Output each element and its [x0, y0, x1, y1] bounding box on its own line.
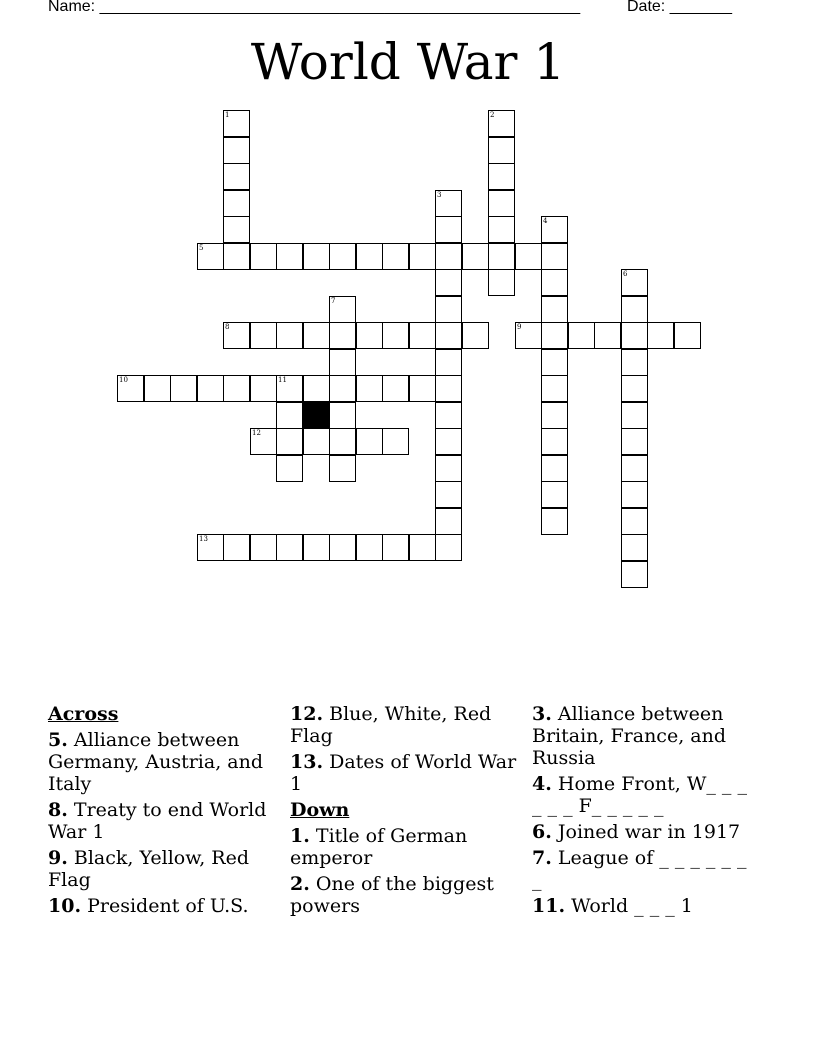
grid-cell[interactable]	[329, 402, 356, 429]
clue-text: Alliance between Britain, France, and Russia	[532, 703, 726, 769]
grid-cell[interactable]	[435, 243, 462, 270]
grid-cell[interactable]	[276, 243, 303, 270]
clue-number: 2.	[290, 873, 310, 895]
grid-cell[interactable]	[488, 110, 515, 137]
clue-text: Joined war in 1917	[557, 821, 741, 843]
grid-cell[interactable]	[117, 375, 144, 402]
grid-cell[interactable]	[250, 534, 277, 561]
grid-cell[interactable]	[435, 190, 462, 217]
clue-down-6	[532, 821, 752, 843]
grid-cell[interactable]	[197, 243, 224, 270]
grid-cell[interactable]	[223, 137, 250, 164]
grid-cell[interactable]	[329, 296, 356, 323]
grid-cell[interactable]	[356, 428, 383, 455]
grid-cell[interactable]	[435, 216, 462, 243]
grid-cell[interactable]	[515, 243, 542, 270]
clue-down-11	[532, 895, 752, 917]
grid-cell[interactable]	[621, 455, 648, 482]
clue-down-3	[532, 703, 752, 769]
grid-cell[interactable]	[329, 534, 356, 561]
grid-cell[interactable]	[488, 216, 515, 243]
cell-number: 13	[199, 535, 208, 543]
grid-cell[interactable]	[541, 508, 568, 535]
grid-cell[interactable]	[435, 428, 462, 455]
grid-cell[interactable]	[488, 163, 515, 190]
clue-down-1	[290, 825, 522, 869]
grid-cell[interactable]	[621, 561, 648, 588]
grid-cell[interactable]	[382, 243, 409, 270]
grid-cell[interactable]	[223, 163, 250, 190]
grid-cell[interactable]	[329, 349, 356, 376]
grid-cell[interactable]	[303, 243, 330, 270]
clue-number: 12.	[290, 703, 324, 725]
grid-cell[interactable]	[276, 375, 303, 402]
clue-number: 8.	[48, 799, 68, 821]
grid-cell[interactable]	[382, 428, 409, 455]
name-field[interactable]: Name: ______________________________________________________	[48, 0, 581, 15]
grid-cell[interactable]	[329, 243, 356, 270]
date-field[interactable]: Date: _______	[627, 0, 732, 15]
grid-cell[interactable]	[250, 243, 277, 270]
cell-number: 2	[490, 111, 495, 119]
clue-number: 11.	[532, 895, 566, 917]
grid-cell[interactable]	[276, 455, 303, 482]
grid-cell[interactable]	[435, 322, 462, 349]
grid-cell[interactable]	[356, 322, 383, 349]
grid-cell[interactable]	[409, 243, 436, 270]
clue-number: 4.	[532, 773, 552, 795]
clue-across-13	[290, 751, 522, 795]
grid-cell[interactable]	[568, 322, 595, 349]
clue-text: Dates of World War 1	[290, 751, 517, 795]
grid-cell[interactable]	[197, 534, 224, 561]
grid-cell[interactable]	[409, 534, 436, 561]
grid-cell[interactable]	[435, 455, 462, 482]
cell-number: 8	[225, 323, 230, 331]
grid-cell[interactable]	[621, 402, 648, 429]
grid-cell[interactable]	[356, 243, 383, 270]
black-square	[303, 402, 330, 429]
cell-number: 3	[437, 191, 442, 199]
grid-cell[interactable]	[223, 375, 250, 402]
grid-cell[interactable]	[647, 322, 674, 349]
grid-cell[interactable]	[541, 375, 568, 402]
cell-number: 10	[119, 376, 128, 384]
cell-number: 12	[252, 429, 261, 437]
grid-cell[interactable]	[250, 322, 277, 349]
clue-text: League of _ _ _ _ _ _ _	[532, 847, 747, 891]
grid-cell[interactable]	[382, 322, 409, 349]
grid-cell[interactable]	[621, 322, 648, 349]
clues-column-3	[532, 703, 752, 921]
grid-cell[interactable]	[435, 402, 462, 429]
grid-cell[interactable]	[409, 322, 436, 349]
cell-number: 4	[543, 217, 548, 225]
grid-cell[interactable]	[223, 322, 250, 349]
across-heading: Across	[48, 703, 119, 725]
cell-number: 11	[278, 376, 287, 384]
clue-across-12	[290, 703, 522, 747]
grid-cell[interactable]	[541, 481, 568, 508]
grid-cell[interactable]	[276, 428, 303, 455]
clue-number: 10.	[48, 895, 82, 917]
grid-cell[interactable]	[594, 322, 621, 349]
grid-cell[interactable]	[488, 269, 515, 296]
grid-cell[interactable]	[621, 375, 648, 402]
grid-cell[interactable]	[435, 375, 462, 402]
clue-text: World _ _ _ 1	[571, 895, 693, 917]
grid-cell[interactable]	[435, 269, 462, 296]
grid-cell[interactable]	[382, 375, 409, 402]
clue-number: 5.	[48, 729, 68, 751]
grid-cell[interactable]	[435, 296, 462, 323]
grid-cell[interactable]	[488, 137, 515, 164]
grid-cell[interactable]	[541, 322, 568, 349]
grid-cell[interactable]	[488, 190, 515, 217]
clue-number: 7.	[532, 847, 552, 869]
cell-number: 5	[199, 244, 204, 252]
clue-number: 9.	[48, 847, 68, 869]
clue-across-8	[48, 799, 280, 843]
grid-cell[interactable]	[382, 534, 409, 561]
clue-text: Black, Yellow, Red Flag	[48, 847, 250, 891]
grid-cell[interactable]	[329, 322, 356, 349]
clue-text: Blue, White, Red Flag	[290, 703, 492, 747]
clue-across-5	[48, 729, 280, 795]
clue-down-4	[532, 773, 752, 817]
clue-text: Alliance between Germany, Austria, and Italy	[48, 729, 264, 795]
grid-cell[interactable]	[621, 269, 648, 296]
grid-cell[interactable]	[541, 428, 568, 455]
grid-cell[interactable]	[329, 428, 356, 455]
grid-cell[interactable]	[621, 349, 648, 376]
grid-cell[interactable]	[356, 534, 383, 561]
clue-number: 1.	[290, 825, 310, 847]
page-title: World War 1	[250, 33, 566, 91]
grid-cell[interactable]	[144, 375, 171, 402]
clue-down-2	[290, 873, 522, 917]
grid-cell[interactable]	[223, 534, 250, 561]
grid-cell[interactable]	[250, 375, 277, 402]
grid-cell[interactable]	[541, 296, 568, 323]
grid-cell[interactable]	[276, 534, 303, 561]
grid-cell[interactable]	[303, 534, 330, 561]
grid-cell[interactable]	[462, 243, 489, 270]
clue-number: 3.	[532, 703, 552, 725]
grid-cell[interactable]	[462, 322, 489, 349]
grid-cell[interactable]	[541, 402, 568, 429]
grid-cell[interactable]	[621, 534, 648, 561]
clue-across-9	[48, 847, 280, 891]
grid-cell[interactable]	[621, 428, 648, 455]
grid-cell[interactable]	[223, 243, 250, 270]
grid-cell[interactable]	[170, 375, 197, 402]
clue-text: Treaty to end World War 1	[48, 799, 267, 843]
grid-cell[interactable]	[303, 375, 330, 402]
grid-cell[interactable]	[329, 375, 356, 402]
cell-number: 1	[225, 111, 230, 119]
down-heading: Down	[290, 799, 350, 821]
grid-cell[interactable]	[435, 349, 462, 376]
grid-cell[interactable]	[541, 216, 568, 243]
clues-column-2	[290, 703, 522, 921]
grid-cell[interactable]	[303, 428, 330, 455]
grid-cell[interactable]	[197, 375, 224, 402]
clues-column-1	[48, 703, 280, 921]
grid-cell[interactable]	[488, 243, 515, 270]
grid-cell[interactable]	[435, 534, 462, 561]
grid-cell[interactable]	[621, 296, 648, 323]
clue-text: Home Front, W_ _ _ _ _ _ F_ _ _ _ _	[532, 773, 747, 817]
cell-number: 6	[623, 270, 628, 278]
grid-cell[interactable]	[435, 508, 462, 535]
grid-cell[interactable]	[515, 322, 542, 349]
grid-cell[interactable]	[541, 349, 568, 376]
grid-cell[interactable]	[276, 402, 303, 429]
grid-cell[interactable]	[541, 243, 568, 270]
clue-across-10	[48, 895, 280, 917]
grid-cell[interactable]	[435, 481, 462, 508]
grid-cell[interactable]	[541, 455, 568, 482]
grid-cell[interactable]	[356, 375, 383, 402]
grid-cell[interactable]	[621, 508, 648, 535]
clue-down-7	[532, 847, 752, 891]
grid-cell[interactable]	[541, 269, 568, 296]
grid-cell[interactable]	[223, 110, 250, 137]
cell-number: 9	[517, 323, 522, 331]
clue-number: 6.	[532, 821, 552, 843]
grid-cell[interactable]	[329, 455, 356, 482]
grid-cell[interactable]	[250, 428, 277, 455]
grid-cell[interactable]	[223, 190, 250, 217]
cell-number: 7	[331, 297, 336, 305]
grid-cell[interactable]	[621, 481, 648, 508]
grid-cell[interactable]	[223, 216, 250, 243]
clue-text: Title of German emperor	[290, 825, 468, 869]
clue-number: 13.	[290, 751, 324, 773]
grid-cell[interactable]	[303, 322, 330, 349]
grid-cell[interactable]	[409, 375, 436, 402]
grid-cell[interactable]	[674, 322, 701, 349]
clue-text: President of U.S.	[87, 895, 249, 917]
clue-text: One of the biggest powers	[290, 873, 494, 917]
grid-cell[interactable]	[276, 322, 303, 349]
